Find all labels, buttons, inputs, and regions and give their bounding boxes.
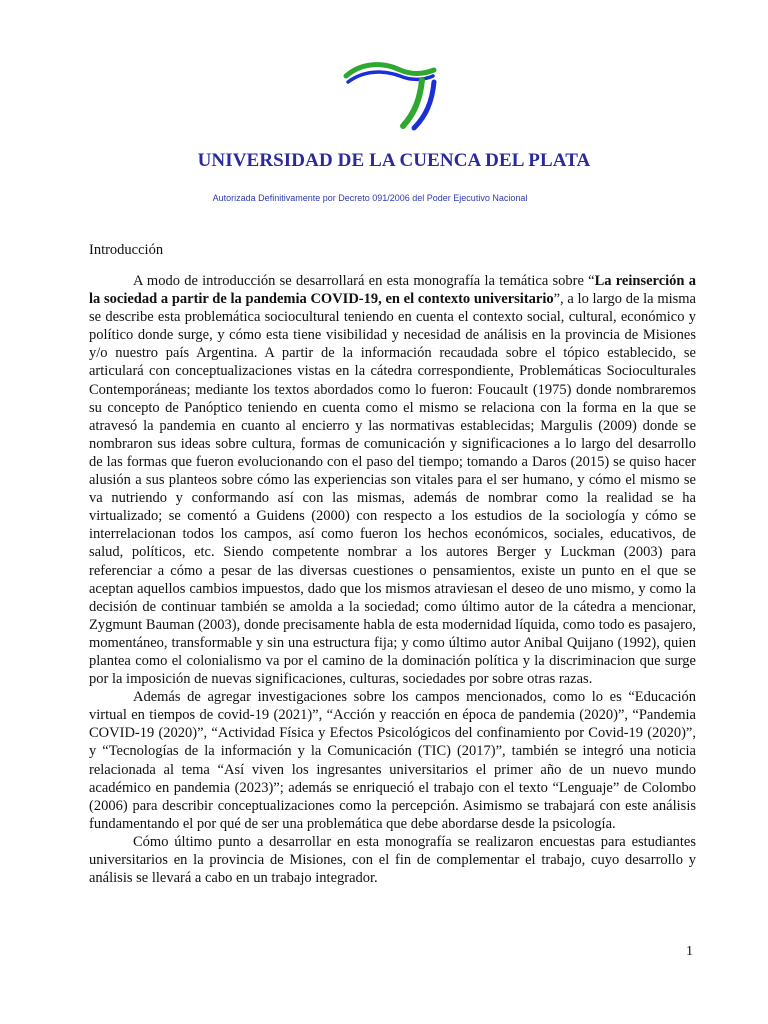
paragraph-3: Cómo último punto a desarrollar en esta monografía se realizaron encuestas para estudiantes universitarios en la provincia de Misiones, con el fin de complementar el trabajo, cuyo desarrollo y análisis se llevará a cabo en un trabajo integrador. (89, 833, 696, 887)
paragraph-2: Además de agregar investigaciones sobre los campos mencionados, como lo es “Educación virtual en tiempos de covid-19 (2021)”, “Acción y reacción en época de pandemia (2020)”, “Pandemia COVID-19 (2020)”, “Actividad Física y Efectos Psicológicos del confinamiento por Covid-19 (2020)”, y “Tecnologías de la información y la Comunicación (TIC) (2017)”, también se integró una noticia relacionada al tema “Así viven los ingresantes universitarios el primer año de un nuevo mundo académico en pandemia (2023)”; además se enriqueció el trabajo con el texto “Lenguaje” de Colombo (2006) para describir conceptualizaciones como la percepción. Asimismo se trabajará con este análisis fundamentando el por qué de ser una problemática que debe abordarse desde la psicología. (89, 689, 696, 832)
university-logo (340, 60, 440, 132)
page-number: 1 (686, 944, 693, 959)
paragraph-1-topic: La reinserción a la sociedad a partir de la pandemia COVID-19, en el contexto universitario (89, 273, 696, 308)
section-title: Introducción (89, 242, 164, 258)
paragraph-1-intro: A modo de introducción se desarrollará en esta monografía la temática sobre “ (133, 273, 595, 289)
document-body (89, 272, 696, 887)
paragraph-1-rest: ”, a lo largo de la misma se describe esta problemática sociocultural teniendo en cuenta el contexto social, cultural, económico y político donde surge, y cómo esta tiene visibilidad y necesidad de análisis en la provincia de Misiones y/o nuestro país Argentina. A partir de la información recaudada sobre el tópico establecido, se articulará con conceptualizaciones vistas en la cátedra correspondiente, Problemáticas Socioculturales Contemporáneas; mediante los textos abordados como lo fueron: Foucault (1975) donde nombraremos su concepto de Panóptico teniendo en cuenta como el mismo se relaciona con la forma en la que se atravesó la pandemia en cuanto al encierro y las normativas establecidas; Margulis (2009) donde se nombraron sus ideas sobre cultura, formas de comunicación y significaciones a lo largo del desarrollo de las formas que fueron evolucionando con el paso del tiempo; tomando a Daros (2015) se quiso hacer alusión a sus planteos sobre cómo las experiencias son vitales para el ser humano, y cómo el mismo se va nutriendo y conformando así con las mismas, además de nombrar como la realidad se ha virtualizado; se comentó a Guidens (2000) con respecto a los estudios de la sociología y cómo se interrelacionan todos los campos, así como fueron los hechos económicos, sociales, educativos, de salud, políticos, etc. Siendo competente nombrar a los autores Berger y Luckman (2003) para referenciar a cómo a pesar de las diversas cuestiones o pensamientos, existe un punto en el que se aceptan aquellos cambios impuestos, dado que los mismos atraviesan el deseo de uno mismo, y como la decisión de continuar también se amolda a la sociedad; como último autor de la cátedra a mencionar, Zygmunt Bauman (2003), donde precisamente habla de esta modernidad líquida, como todo es pasajero, momentáneo, transformable y sin una estructura fija; y como último autor Anibal Quijano (1992), quien plantea como el colonialismo va por el camino de la dominación política y la discriminacion que surge por la imposición de nuevas significaciones, culturas, sociedades por sobre otras razas. (89, 291, 696, 688)
paragraph-1 (89, 272, 696, 688)
university-name: UNIVERSIDAD DE LA CUENCA DEL PLATA (197, 150, 591, 171)
authorization-note: Autorizada Definitivamente por Decreto 091/2006 del Poder Ejecutivo Nacional (212, 193, 528, 203)
